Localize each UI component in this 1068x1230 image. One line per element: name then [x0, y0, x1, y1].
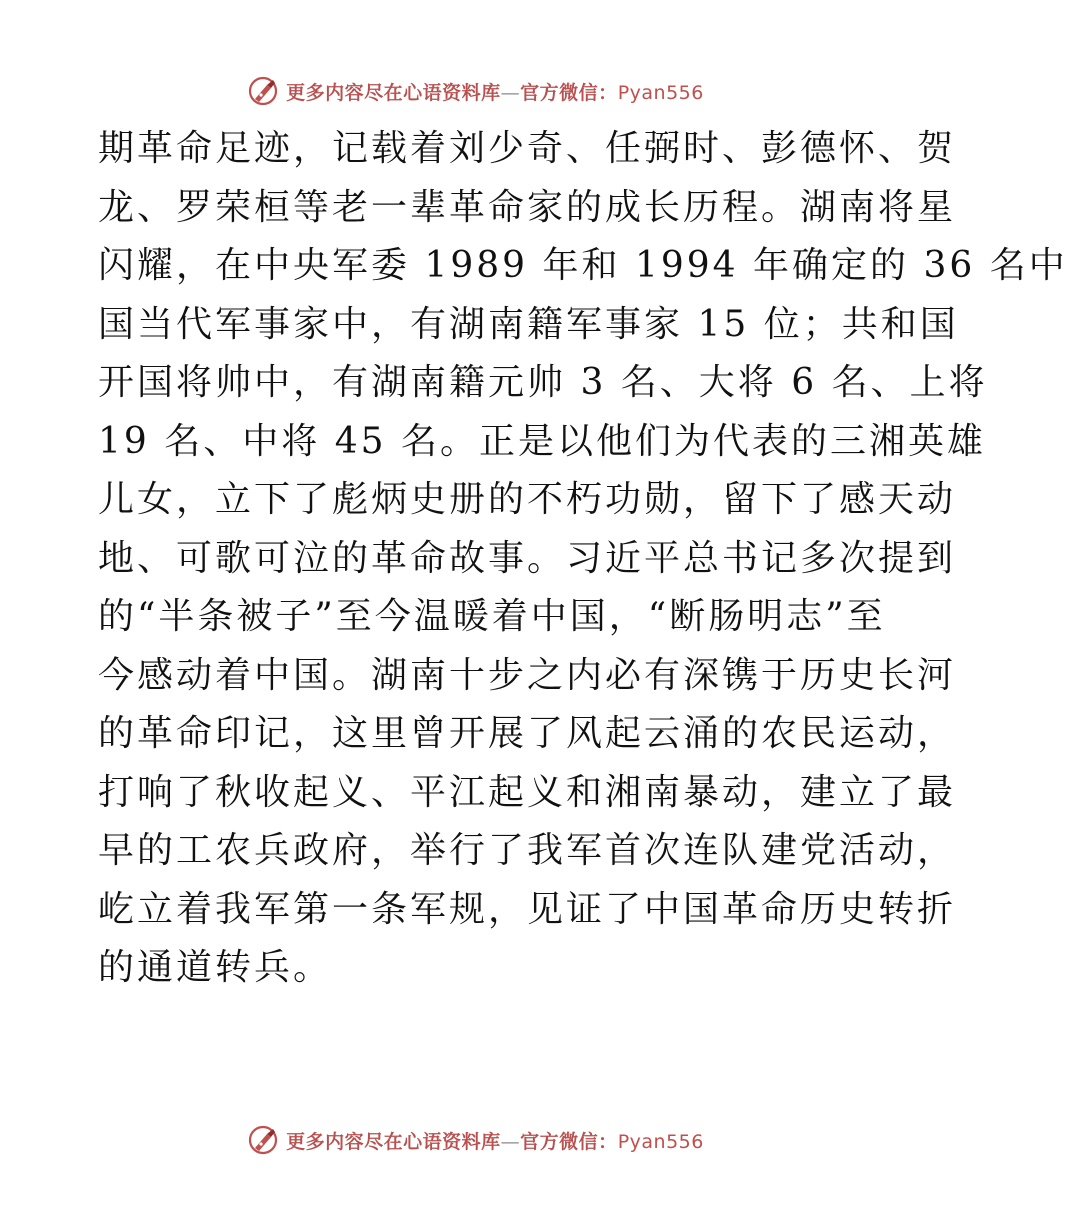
text-line: 打响了秋收起义、平江起义和湘南暴动，建立了最 [98, 771, 957, 813]
text-line: 早的工农兵政府，举行了我军首次连队建党活动， [98, 830, 957, 871]
pen-nib-logo-icon [246, 1123, 280, 1157]
footer-banner-text: 更多内容尽在心语资料库—官方微信：Pyan556 [286, 1130, 704, 1153]
text-line: 龙、罗荣桓等老一辈革命家的成长历程。湖南将星 [98, 186, 957, 228]
header-banner [0, 71, 950, 111]
text-line: 今感动着中国。湖南十步之内必有深镌于历史长河 [98, 654, 957, 696]
header-banner-text: 更多内容尽在心语资料库—官方微信：Pyan556 [286, 81, 704, 104]
text-line: 期革命足迹，记载着刘少奇、任弼时、彭德怀、贺 [98, 128, 957, 169]
text-line: 的“半条被子”至今温暖着中国，“断肠明志”至 [98, 596, 886, 637]
text-line: 屹立着我军第一条军规，见证了中国革命历史转折 [98, 888, 957, 930]
text-line: 开国将帅中，有湖南籍元帅 3 名、大将 6 名、上将 [98, 362, 988, 403]
text-line: 闪耀，在中央军委 1989 年和 1994 年确定的 36 名中 [98, 245, 1068, 286]
text-line: 19 名、中将 45 名。正是以他们为代表的三湘英雄 [98, 420, 986, 462]
body-paragraph [98, 120, 1068, 998]
text-line: 的通道转兵。 [98, 947, 333, 988]
text-line: 地、可歌可泣的革命故事。习近平总书记多次提到 [98, 537, 957, 579]
text-line: 的革命印记，这里曾开展了风起云涌的农民运动， [98, 713, 957, 754]
pen-nib-logo-icon [246, 74, 280, 108]
footer-banner [0, 1120, 950, 1160]
text-line: 国当代军事家中，有湖南籍军事家 15 位；共和国 [98, 303, 959, 345]
text-line: 儿女，立下了彪炳史册的不朽功勋，留下了感天动 [98, 479, 957, 520]
